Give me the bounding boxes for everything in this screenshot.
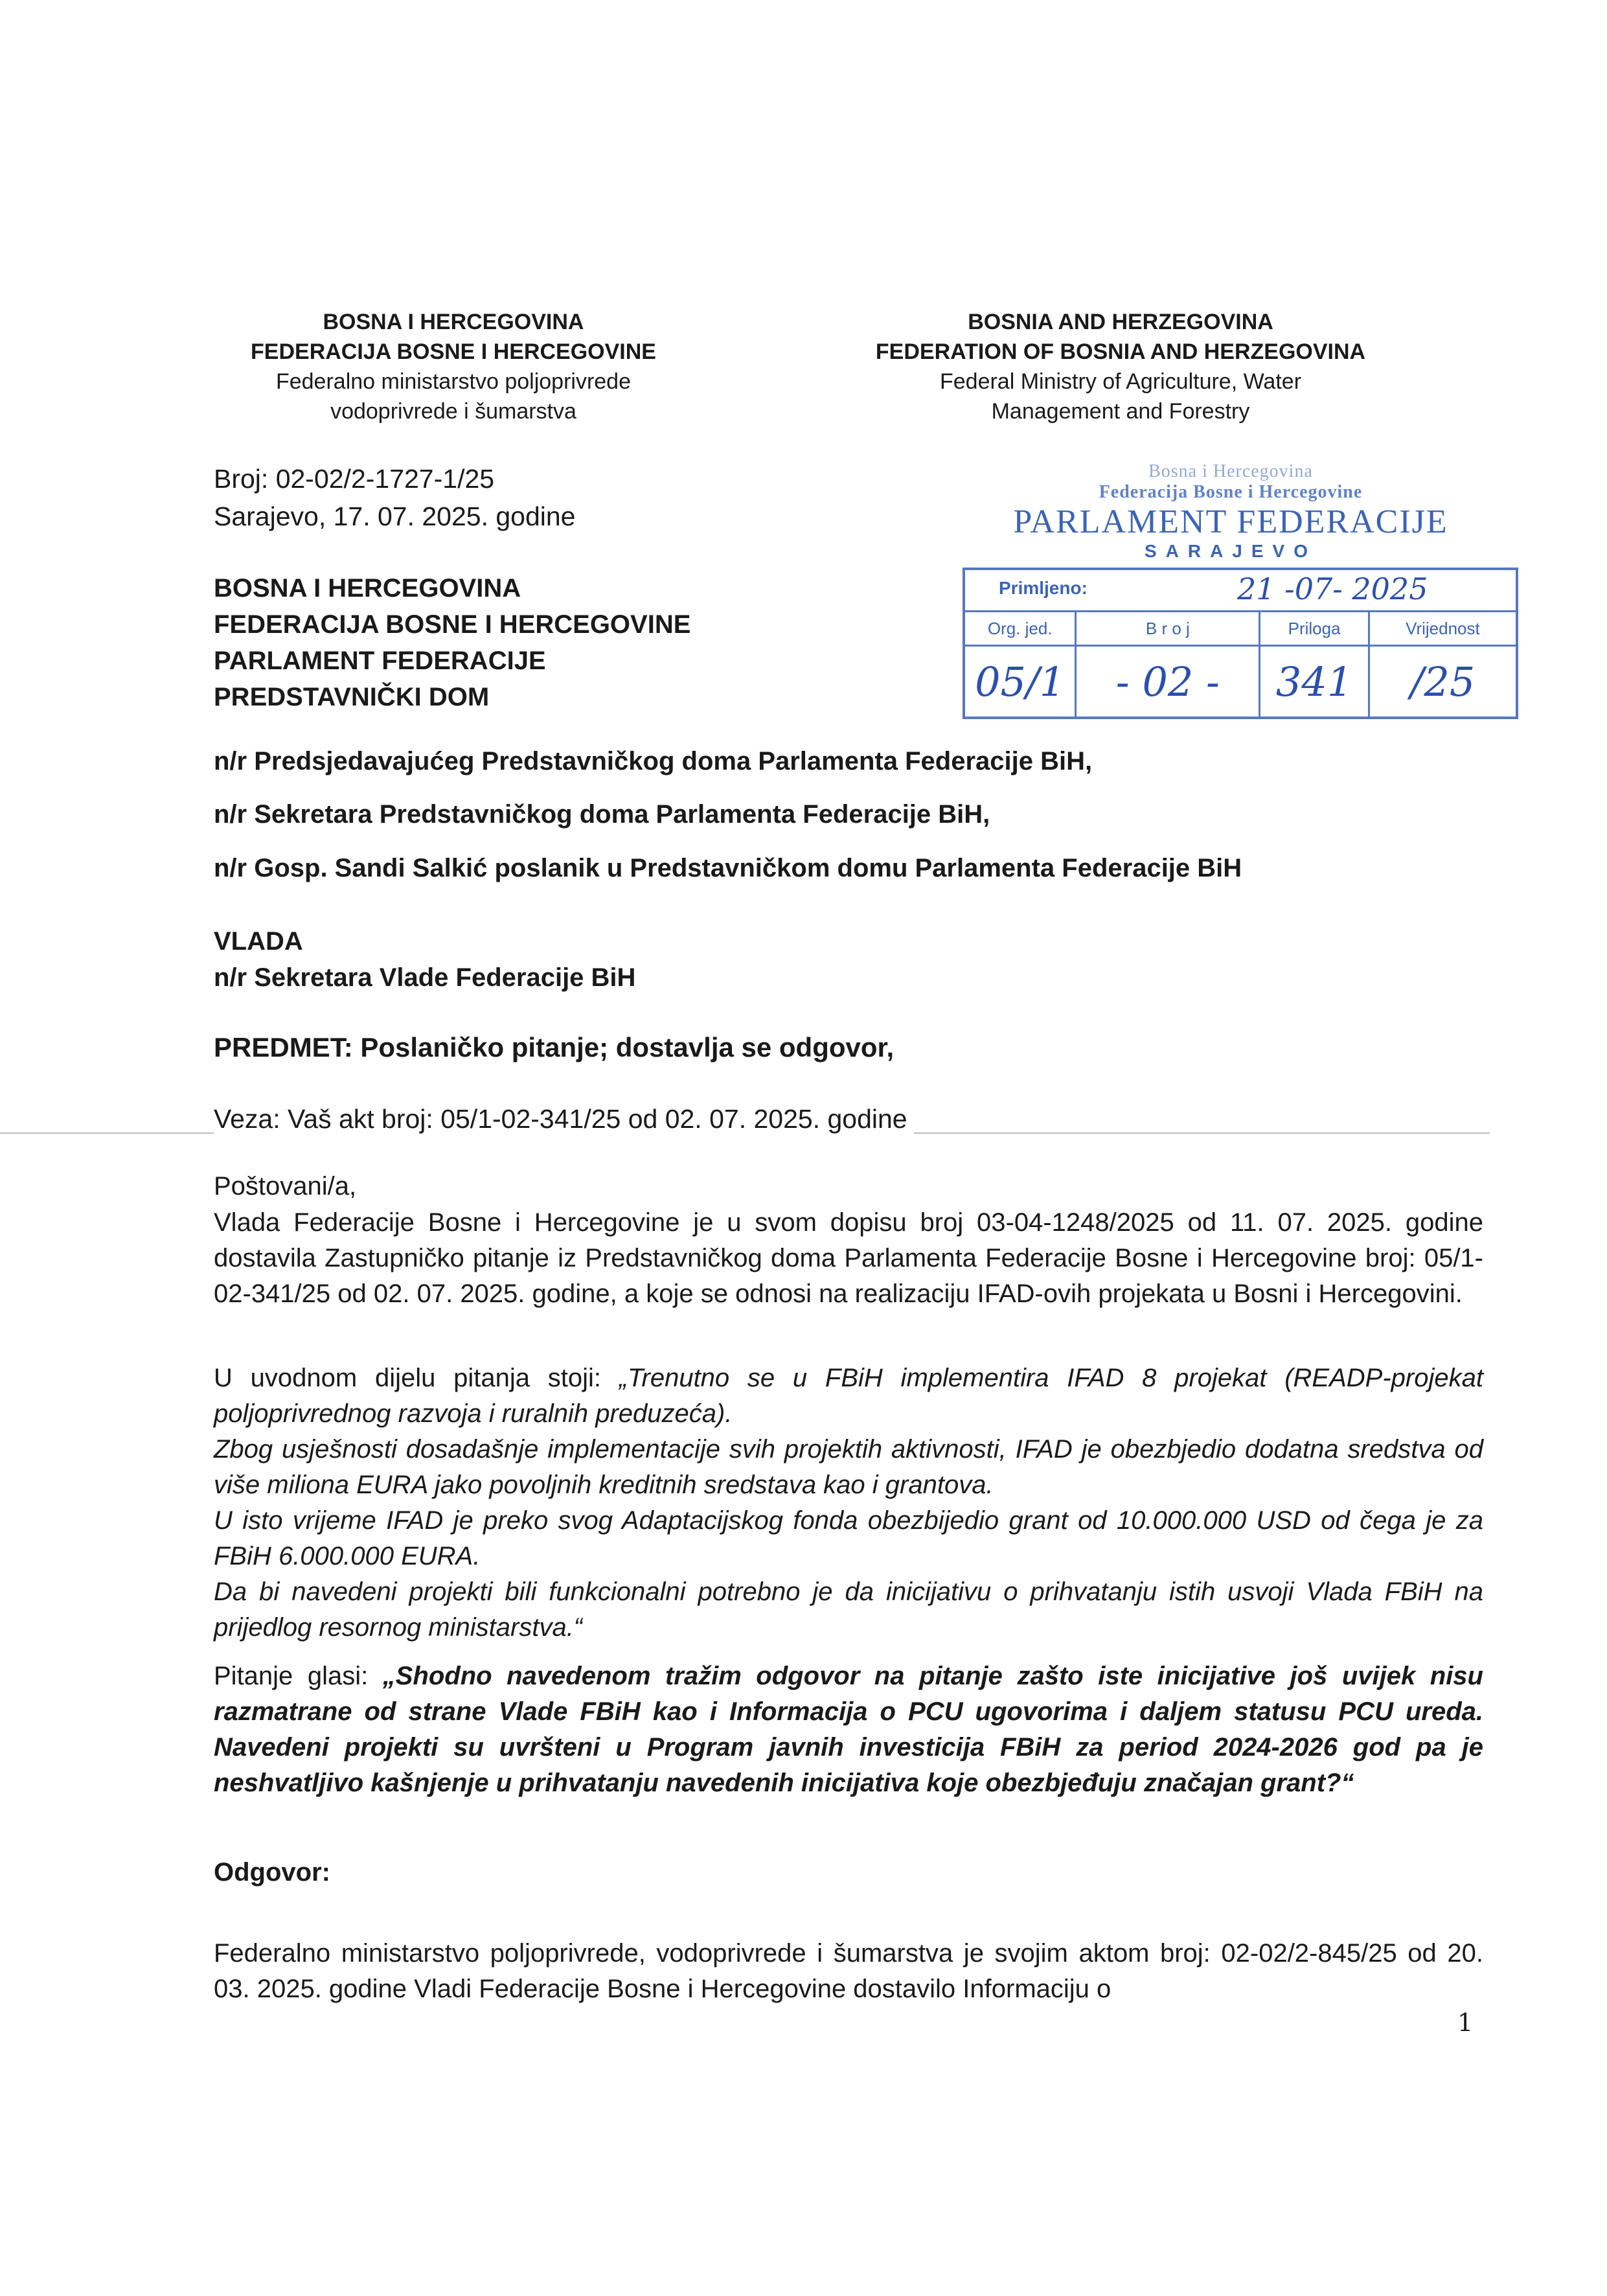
header-right-ministry-cont: Management and Forestry [991, 399, 1250, 424]
reference-number: Broj: 02-02/2-1727-1/25 [214, 464, 495, 494]
stamp-received-date: 21 -07- 2025 [1237, 571, 1428, 606]
answer-text: Federalno ministarstvo poljoprivrede, vodoprivrede i šumarstva je svojim aktom broj: 02-02/2-845/25 od 20. 03. 2025. godine Vladi Federacije Bosne i Hercegovine dostavilo Informaciju o [214, 1939, 1483, 2003]
header-right-country: BOSNIA AND HERZEGOVINA [968, 310, 1273, 334]
link-line: Veza: Vaš akt broj: 05/1-02-341/25 od 02. 07. 2025. godine [214, 1101, 914, 1137]
header-right-entity: FEDERATION OF BOSNIA AND HERZEGOVINA [875, 339, 1366, 364]
vlada-title: VLADA [214, 927, 303, 956]
attention-line-1: n/r Predsjedavajućeg Predstavničkog doma Parlamenta Federacije BiH, [214, 747, 1093, 775]
stamp-value-cells [965, 647, 1516, 718]
vlada-secretary: n/r Sekretara Vlade Federacije BiH [214, 963, 636, 992]
stamp-parliament: PARLAMENT FEDERACIJE [1013, 503, 1448, 540]
recipient-parliament: PARLAMENT FEDERACIJE [214, 647, 546, 675]
recipient-block [214, 570, 690, 715]
quote-line-1: „Trenutno se u FBiH implementira IFAD 8 projekat (READP-projekat poljoprivrednog razvoja i ruralnih preduzeća). [214, 1364, 1483, 1428]
reference-block [214, 460, 576, 535]
header-right-ministry: Federal Ministry of Agriculture, Water [939, 369, 1302, 394]
stamp-val-vrijednost: /25 [1410, 658, 1476, 706]
quote-paragraph [214, 1360, 1483, 1646]
attention-line-3: n/r Gosp. Sandi Salkić poslanik u Predstavničkom domu Parlamenta Federacije BiH [214, 854, 1242, 882]
stamp-val-priloga: 341 [1260, 647, 1369, 718]
quote-intro: U uvodnom dijelu pitanja stoji: [214, 1364, 619, 1392]
quote-line-4: Da bi navedeni projekti bili funkcionalni potrebno je da inicijativu o prihvatanju istih usvoji Vlada FBiH na prijedlog resornog ministarstva.“ [214, 1578, 1483, 1642]
stamp-col-vrijednost: Vrijednost [1406, 619, 1480, 638]
stamp-country: Bosna i Hercegovina [1148, 461, 1313, 481]
stamp-received-label: Primljeno: [999, 578, 1088, 598]
answer-label: Odgovor: [214, 1858, 330, 1887]
quote-line-2: Zbog usješnosti dosadašnje implementacije svih projektih aktivnosti, IFAD je obezbjedio dodatna sredstva od više miliona EURA jako povoljnih kreditnih sredstava kao i grantova. [214, 1435, 1483, 1499]
received-stamp-box [963, 568, 1518, 719]
stamp-val-broj: - 02 - [1077, 647, 1260, 718]
page-number: 1 [1457, 2008, 1474, 2037]
stamp-col-org: Org. jed. [965, 612, 1077, 645]
vlada-block [214, 923, 635, 996]
paragraph-1: Vlada Federacije Bosne i Hercegovine je u svom dopisu broj 03-04-1248/2025 od 11. 07. 2025. godine dostavila Zastupničko pitanje iz Predstavničkog doma Parlamenta Federacije Bosne i Hercegovine broj: 05/1-02-341/25 od 02. 07. 2025. godine, a koje se odnosi na realizaciju IFAD-ovih projekata u Bosni i Hercegovini. [214, 1208, 1483, 1308]
stamp-col-broj: B r o j [1077, 612, 1260, 645]
question-paragraph [214, 1659, 1483, 1801]
recipient-country: BOSNA I HERCEGOVINA [214, 574, 521, 603]
subject-line: PREDMET: Poslaničko pitanje; dostavlja se odgovor, [214, 1032, 895, 1062]
stamp-received-row [965, 570, 1516, 612]
header-left [188, 307, 719, 426]
stamp-val-org: 05/1 [965, 647, 1077, 718]
recipient-house: PREDSTAVNIČKI DOM [214, 683, 490, 711]
stamp-city: SARAJEVO [1144, 541, 1317, 561]
question-intro: Pitanje glasi: [214, 1662, 383, 1690]
header-left-ministry: Federalno ministarstvo poljoprivrede [275, 369, 632, 394]
header-right [810, 307, 1431, 426]
question-text: „Shodno navedenom tražim odgovor na pitanje zašto iste inicijative još uvijek nisu razmatrane od strane Vlade FBiH kao i Informacija o PCU ugovorima i daljem statusu PCU ureda. Navedeni projekti su uvršteni u Program javnih investicija FBiH za period 2024-2026 god pa je neshvatljivo kašnjenje u prihvatanju navedenih inicijativa koje obezbjeđuju značajan grant?“ [214, 1662, 1483, 1797]
attention-line-2: n/r Sekretara Predstavničkog doma Parlamenta Federacije BiH, [214, 800, 990, 829]
parliament-stamp [997, 461, 1464, 562]
stamp-col-priloga: Priloga [1260, 612, 1369, 645]
header-left-ministry-cont: vodoprivrede i šumarstva [330, 399, 576, 424]
stamp-federation: Federacija Bosne i Hercegovine [1099, 482, 1363, 502]
place-date: Sarajevo, 17. 07. 2025. godine [214, 501, 576, 531]
stamp-header-cells [965, 612, 1516, 647]
greeting: Poštovani/a, [214, 1172, 357, 1200]
recipient-entity: FEDERACIJA BOSNE I HERCEGOVINE [214, 610, 691, 639]
header-left-country: BOSNA I HERCEGOVINA [323, 310, 584, 334]
header-left-entity: FEDERACIJA BOSNE I HERCEGOVINE [251, 339, 656, 364]
quote-line-3: U isto vrijeme IFAD je preko svog Adaptacijskog fonda obezbijedio grant od 10.000.000 USD od čega je za FBiH 6.000.000 EURA. [214, 1506, 1483, 1570]
